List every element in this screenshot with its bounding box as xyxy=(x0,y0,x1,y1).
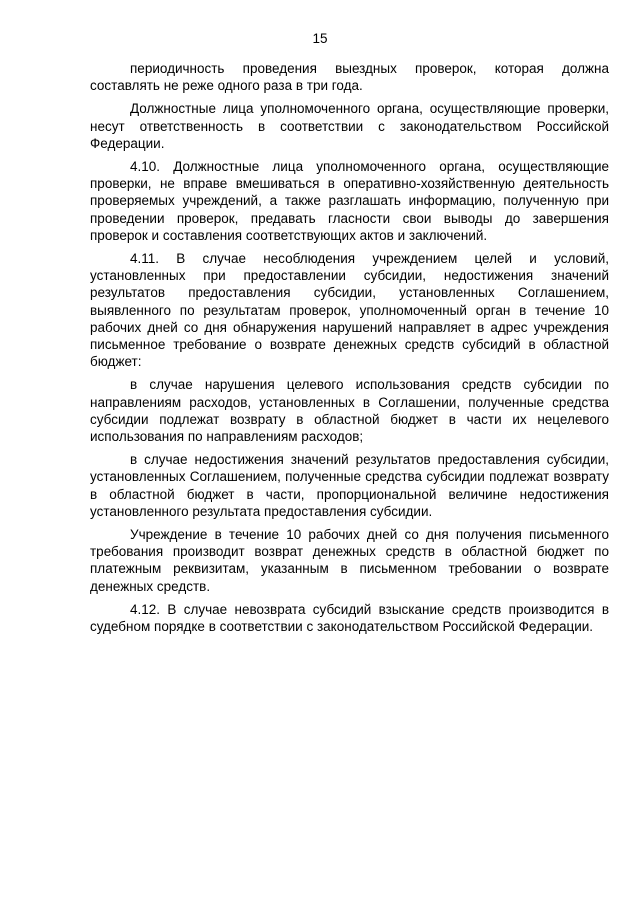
paragraph-4-11: 4.11. В случае несоблюдения учреждением целей и условий, установленных при предоставлении субсидии, недостижения значений результатов предоставления субсидии, установленных Соглашением, выявленного по результатам проверок, уполномоченный орган в течение 10 рабочих дней со дня обнаружения нарушений направляет в адрес учреждения письменное требование о возврате денежных средств субсидий в областной бюджет: xyxy=(90,251,609,370)
paragraph-refund-procedure: Учреждение в течение 10 рабочих дней со дня получения письменного требования производит возврат денежных средств в областной бюджет по платежным реквизитам, указанным в письменном требовании о возврате денежных средств. xyxy=(90,527,609,594)
paragraph-officials-responsibility: Должностные лица уполномоченного органа, осуществляющие проверки, несут ответственность в соответствии с законодательством Российской Федерации. xyxy=(90,101,609,151)
paragraph-4-12: 4.12. В случае невозврата субсидий взыскание средств производится в судебном порядке в соответствии с законодательством Российской Федерации. xyxy=(90,601,609,635)
paragraph-4-10: 4.10. Должностные лица уполномоченного органа, осуществляющие проверки, не вправе вмешиваться в оперативно-хозяйственную деятельность проверяемых учреждений, а также разглашать информацию, полученную при проведении проверок, предавать гласности свои выводы до завершения проверок и составления соответствующих актов и заключений. xyxy=(90,159,609,243)
paragraph-misuse-case: в случае нарушения целевого использования средств субсидии по направлениям расходов, установленных в Соглашении, полученные средства субсидии подлежат возврату в областной бюджет в части их нецелевого использования по направлениям расходов; xyxy=(90,377,609,445)
paragraph-underachievement-case: в случае недостижения значений результатов предоставления субсидии, установленных Соглашением, полученные средства субсидии подлежат возврату в областной бюджет в части, пропорциональной величине недостижения установленного результата предоставления субсидии. xyxy=(90,452,609,519)
page-number: 15 xyxy=(312,31,328,46)
document-body xyxy=(90,60,609,641)
paragraph-inspection-frequency: периодичность проведения выездных проверок, которая должна составлять не реже одного раза в три года. xyxy=(90,61,609,94)
